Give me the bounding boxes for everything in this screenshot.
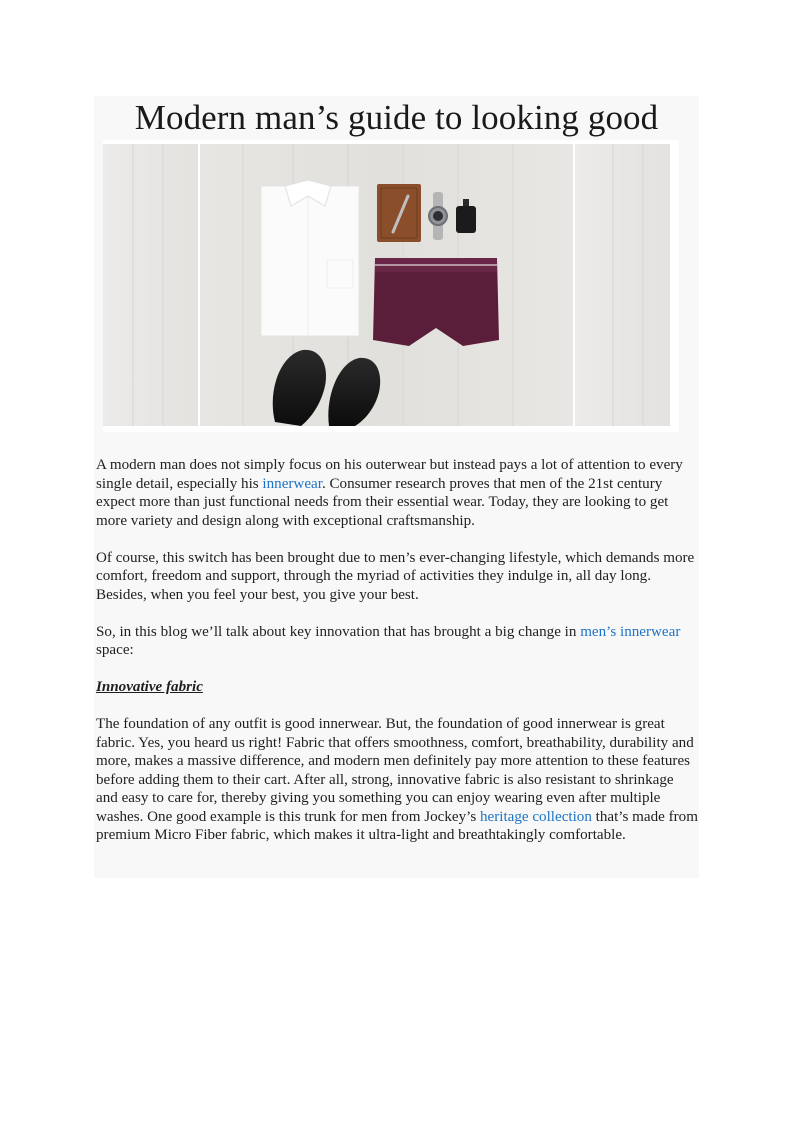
paragraph-text: So, in this blog we’ll talk about key innovation that has brought a big change in [96,623,581,640]
hero-photo-flatlay [103,140,679,432]
subheading-text: Innovative fabric [96,679,203,695]
leather-wallet [377,184,421,242]
heritage-collection-link[interactable]: heritage collection [479,808,592,825]
page-title: Modern man’s guide to looking good [134,98,659,137]
paragraph-text: . Consumer research proves that men of the 21st century expect more than just functional needs from their essential wear. Today, they are looking to get more variety and design along with exceptional craftsmanship. [96,475,669,529]
white-shirt [261,180,359,336]
paragraph-text: A modern man does not simply focus on his outerwear but instead pays a lot of attention to every single detail, especially his [96,457,683,492]
hero-image [103,140,679,432]
paragraph-blog-intro [96,623,698,660]
paragraph-text: that’s made from premium Micro Fiber fabric, which makes it ultra-light and breathtakingly comfortable. [96,808,698,843]
paragraph-fabric [96,715,698,845]
article-container [94,96,699,878]
section-subheading [96,678,698,697]
article-body [96,456,698,863]
paragraph-lifestyle: Of course, this switch has been brought due to men’s ever-changing lifestyle, which demands more comfort, freedom and support, through the myriad of activities they indulge in, all day long. Besides, when you feel your best, you give your best. [96,549,695,603]
paragraph-intro [96,456,698,530]
mens-innerwear-link[interactable]: men’s innerwear [580,623,681,640]
paragraph-text: The foundation of any outfit is good innerwear. But, the foundation of good innerwear is great fabric. Yes, you heard us right! Fabric that offers smoothness, comfort, breathability, durability and more, makes a massive difference, and modern men definitely pay more attention to these features before adding them to their cart. After all, strong, innovative fabric is also resistant to shrinkage and easy to care for, thereby giving you something you can enjoy wearing even after multiple washes. One good example is this trunk for men from Jockey’s [96,716,694,825]
innerwear-link[interactable]: innerwear [262,475,322,492]
paragraph-text: space: [96,642,134,658]
